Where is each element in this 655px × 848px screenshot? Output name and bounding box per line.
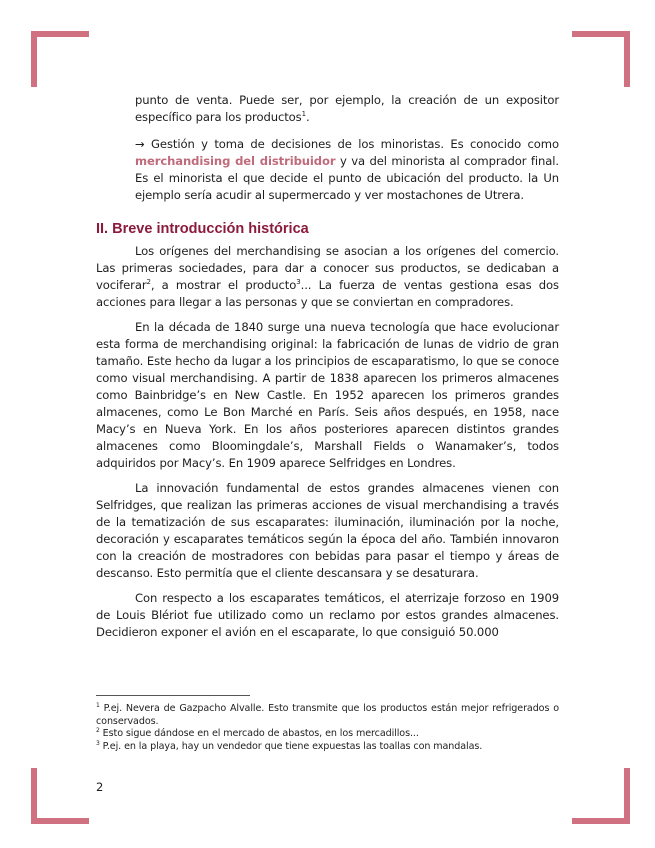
p1-text-c: ... La fuerza de ventas gestiona esas dos acciones para llegar a las personas y que se conviertan en compradores. (96, 278, 559, 309)
footnote-num-3: 3 (96, 739, 100, 747)
paragraph-bleriot: Con respecto a los escaparates temáticos, el aterrizaje forzoso en 1909 de Louis Blériot fue utilizado como un reclamo por estos grandes almacenes. Decidieron exponer el avión en el escaparate, lo que consiguió 50.000 (96, 591, 559, 639)
bullet-text-a: → Gestión y toma de decisiones de los minoristas. Es conocido como (135, 137, 559, 151)
intro-block (135, 92, 559, 204)
footnote-text-1: P.ej. Nevera de Gazpacho Alvalle. Esto transmite que los productos están mejor refrigerados o conservados. (96, 703, 559, 727)
footnote-3 (96, 741, 559, 754)
corner-mark-top-left (31, 31, 89, 87)
section-heading: II. Breve introducción histórica (96, 221, 309, 237)
bullet-text-b: y va del minorista al comprador final. Es el minorista el que decide el punto de ubicación del producto. la Un ejemplo sería acudir al supermercado y ver mostachones de Utrera. (135, 154, 559, 202)
paragraph-origins (96, 243, 559, 311)
paragraph-1840: En la década de 1840 surge una nueva tecnología que hace evolucionar esta forma de merchandising original: la fabricación de lunas de vidrio de gran tamaño. Este hecho da lugar a los principios de escaparatismo, lo que se conoce como visual merchandising. A partir de 1838 aparecen los primeros almacenes como Bainbridge’s en New Castle. En 1952 aparecen los primeros grandes almacenes, como Le Bon Marché en París. Seis años después, en 1958, nace Macy’s en Nueva York. En los años posteriores aparecen distintos grandes almacenes como Bloomingdale’s, Marshall Fields o Wanamaker’s, todos adquiridos por Macy’s. En 1909 aparece Selfridges en Londres. (96, 320, 559, 470)
footnote-1 (96, 703, 559, 728)
intro-cont-text: punto de venta. Puede ser, por ejemplo, la creación de un expositor específico para los productos (135, 93, 559, 124)
footnote-2 (96, 728, 559, 741)
footnote-ref-2: 2 (146, 278, 151, 286)
p1-text-a: Los orígenes del merchandising se asocian a los orígenes del comercio. Las primeras sociedades, para dar a conocer sus productos, se dedicaban a vociferar (96, 244, 559, 292)
footnote-separator (96, 695, 250, 696)
intro-bullet (135, 136, 559, 204)
body-text (96, 243, 559, 641)
footnote-num-1: 1 (96, 702, 100, 709)
page-number: 2 (96, 780, 104, 794)
highlight-term: merchandising del distribuidor (135, 154, 336, 168)
intro-cont-end: . (305, 110, 310, 124)
p1-text-b: , a mostrar el producto (150, 278, 297, 292)
paragraph-selfridges: La innovación fundamental de estos grandes almacenes vienen con Selfridges, que realizan las primeras acciones de visual merchandising a través de la tematización de sus escaparates: iluminación, iluminación por la noche, decoración y escaparates temáticos según la época del año. También innovaron con la creación de mostradores con bebidas para pasar el tiempo y áreas de descanso. Esto permitía que el cliente descansara y se desaturara. (96, 481, 559, 580)
footnotes (96, 703, 559, 753)
intro-continuation (135, 92, 559, 126)
footnote-text-3: P.ej. en la playa, hay un vendedor que tiene expuestas las toallas con mandalas. (99, 740, 483, 752)
corner-mark-bottom-right (572, 768, 630, 824)
footnote-ref-1: 1 (301, 110, 306, 118)
footnote-ref-3: 3 (296, 278, 301, 286)
footnote-num-2: 2 (96, 727, 100, 734)
corner-mark-bottom-left (31, 768, 89, 824)
corner-mark-top-right (572, 31, 630, 87)
footnote-text-2: Esto sigue dándose en el mercado de abastos, en los mercadillos... (99, 728, 419, 739)
